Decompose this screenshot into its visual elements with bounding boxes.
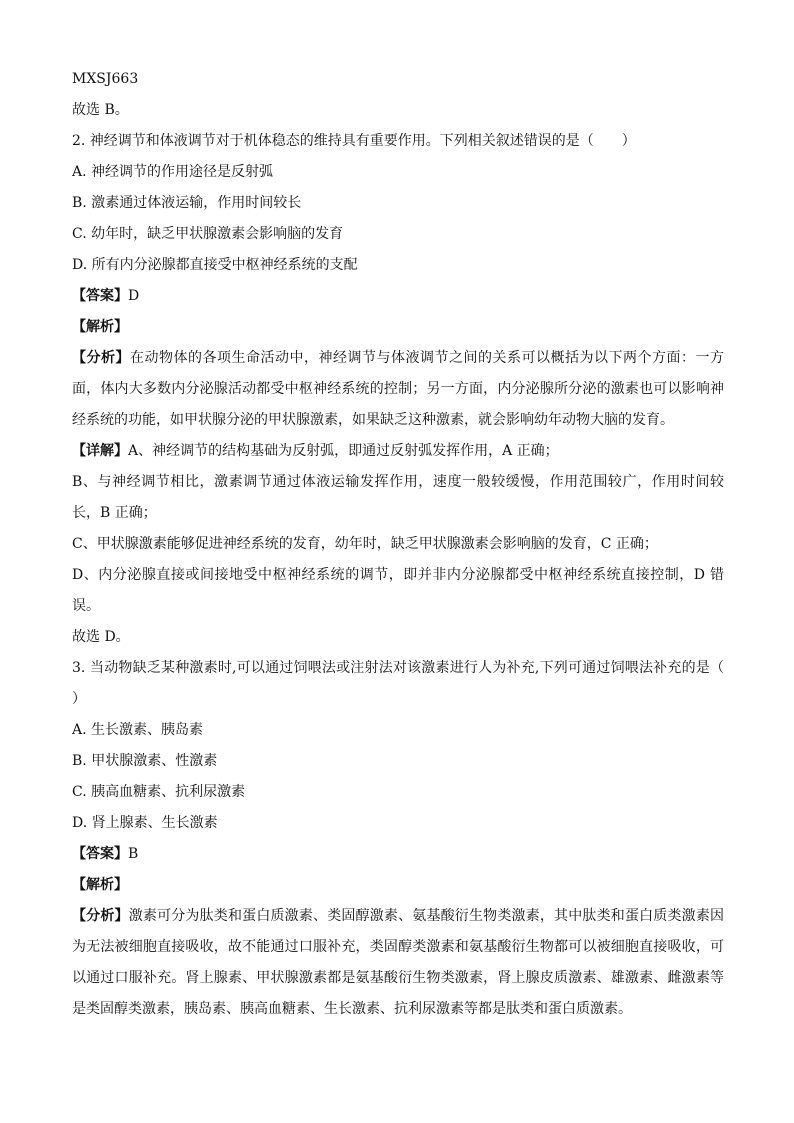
q3-answer [72,839,724,870]
q2-stem: 2. 神经调节和体液调节对于机体稳态的维持具有重要作用。下列相关叙述错误的是（ ） [72,133,636,149]
q3-fenxi [72,901,724,1025]
previous-conclusion: 故选 B。 [72,102,129,118]
q2-fenxi-label: 【分析】 [72,350,130,366]
q2-answer-value: D [128,288,140,304]
q2-xiangjie-label: 【详解】 [72,443,128,459]
q3-analysis-label: 【解析】 [72,877,128,893]
q2-detail-d: D、内分泌腺直接或间接地受中枢神经系统的调节，即并非内分泌腺都受中枢神经系统直接控制，D 错误。 [72,567,724,614]
q2-detail-a [72,436,724,467]
q3-answer-value: B [128,846,139,862]
q3-stem: 3. 当动物缺乏某种激素时,可以通过饲喂法或注射法对该激素进行人为补充,下列可通过饲喂法补充的是（ ） [72,660,752,707]
q2-option-a: A. 神经调节的作用途径是反射弧 [72,164,274,180]
q3-answer-label: 【答案】 [72,846,128,862]
q2-detail-a-text: A、神经调节的结构基础为反射弧，即通过反射弧发挥作用，A 正确； [128,443,559,459]
q2-option-b: B. 激素通过体液运输，作用时间较长 [72,195,302,211]
q3-fenxi-text: 激素可分为肽类和蛋白质激素、类固醇激素、氨基酸衍生物类激素，其中肽类和蛋白质类激素因为无法被细胞直接吸收，故不能通过口服补充，类固醇类激素和氨基酸衍生物都可以被细胞直接吸收，可以通过口服补充。肾上腺素、甲状腺激素都是氨基酸衍生物类激素，肾上腺皮质激素、雄激素、雌激素等是类固醇类激素，胰岛素、胰高血糖素、生长激素、抗利尿激素等都是肽类和蛋白质激素。 [72,908,725,1017]
q2-analysis-heading [72,312,724,343]
q2-analysis-label: 【解析】 [72,319,128,335]
q2-option-d: D. 所有内分泌腺都直接受中枢神经系统的支配 [72,257,358,273]
q3-option-c: C. 胰高血糖素、抗利尿激素 [72,784,246,800]
q2-fenxi-text: 在动物体的各项生命活动中，神经调节与体液调节之间的关系可以概括为以下两个方面：一方面，体内大多数内分泌腺活动都受中枢神经系统的控制；另一方面，内分泌腺所分泌的激素也可以影响神经系统的功能，如甲状腺分泌的甲状腺激素，如果缺乏这种激素，就会影响幼年动物大脑的发育。 [72,350,724,428]
q2-detail-c: C、甲状腺激素能够促进神经系统的发育，幼年时，缺乏甲状腺激素会影响脑的发育，C 正确； [72,536,658,552]
q3-option-b: B. 甲状腺激素、性激素 [72,753,218,769]
q2-detail-b: B、与神经调节相比，激素调节通过体液运输发挥作用，速度一般较缓慢，作用范围较广，作用时间较长，B 正确； [72,474,724,521]
q3-analysis-heading [72,870,724,901]
q3-option-d: D. 肾上腺素、生长激素 [72,815,218,831]
q2-conclusion: 故选 D。 [72,629,130,645]
q2-fenxi [72,343,724,436]
document-page [72,64,752,1025]
q2-answer [72,281,724,312]
q3-fenxi-label: 【分析】 [72,908,129,924]
q2-option-c: C. 幼年时，缺乏甲状腺激素会影响脑的发育 [72,226,344,242]
header-code: MXSJ663 [72,71,139,87]
q2-answer-label: 【答案】 [72,288,128,304]
q3-option-a: A. 生长激素、胰岛素 [72,722,204,738]
